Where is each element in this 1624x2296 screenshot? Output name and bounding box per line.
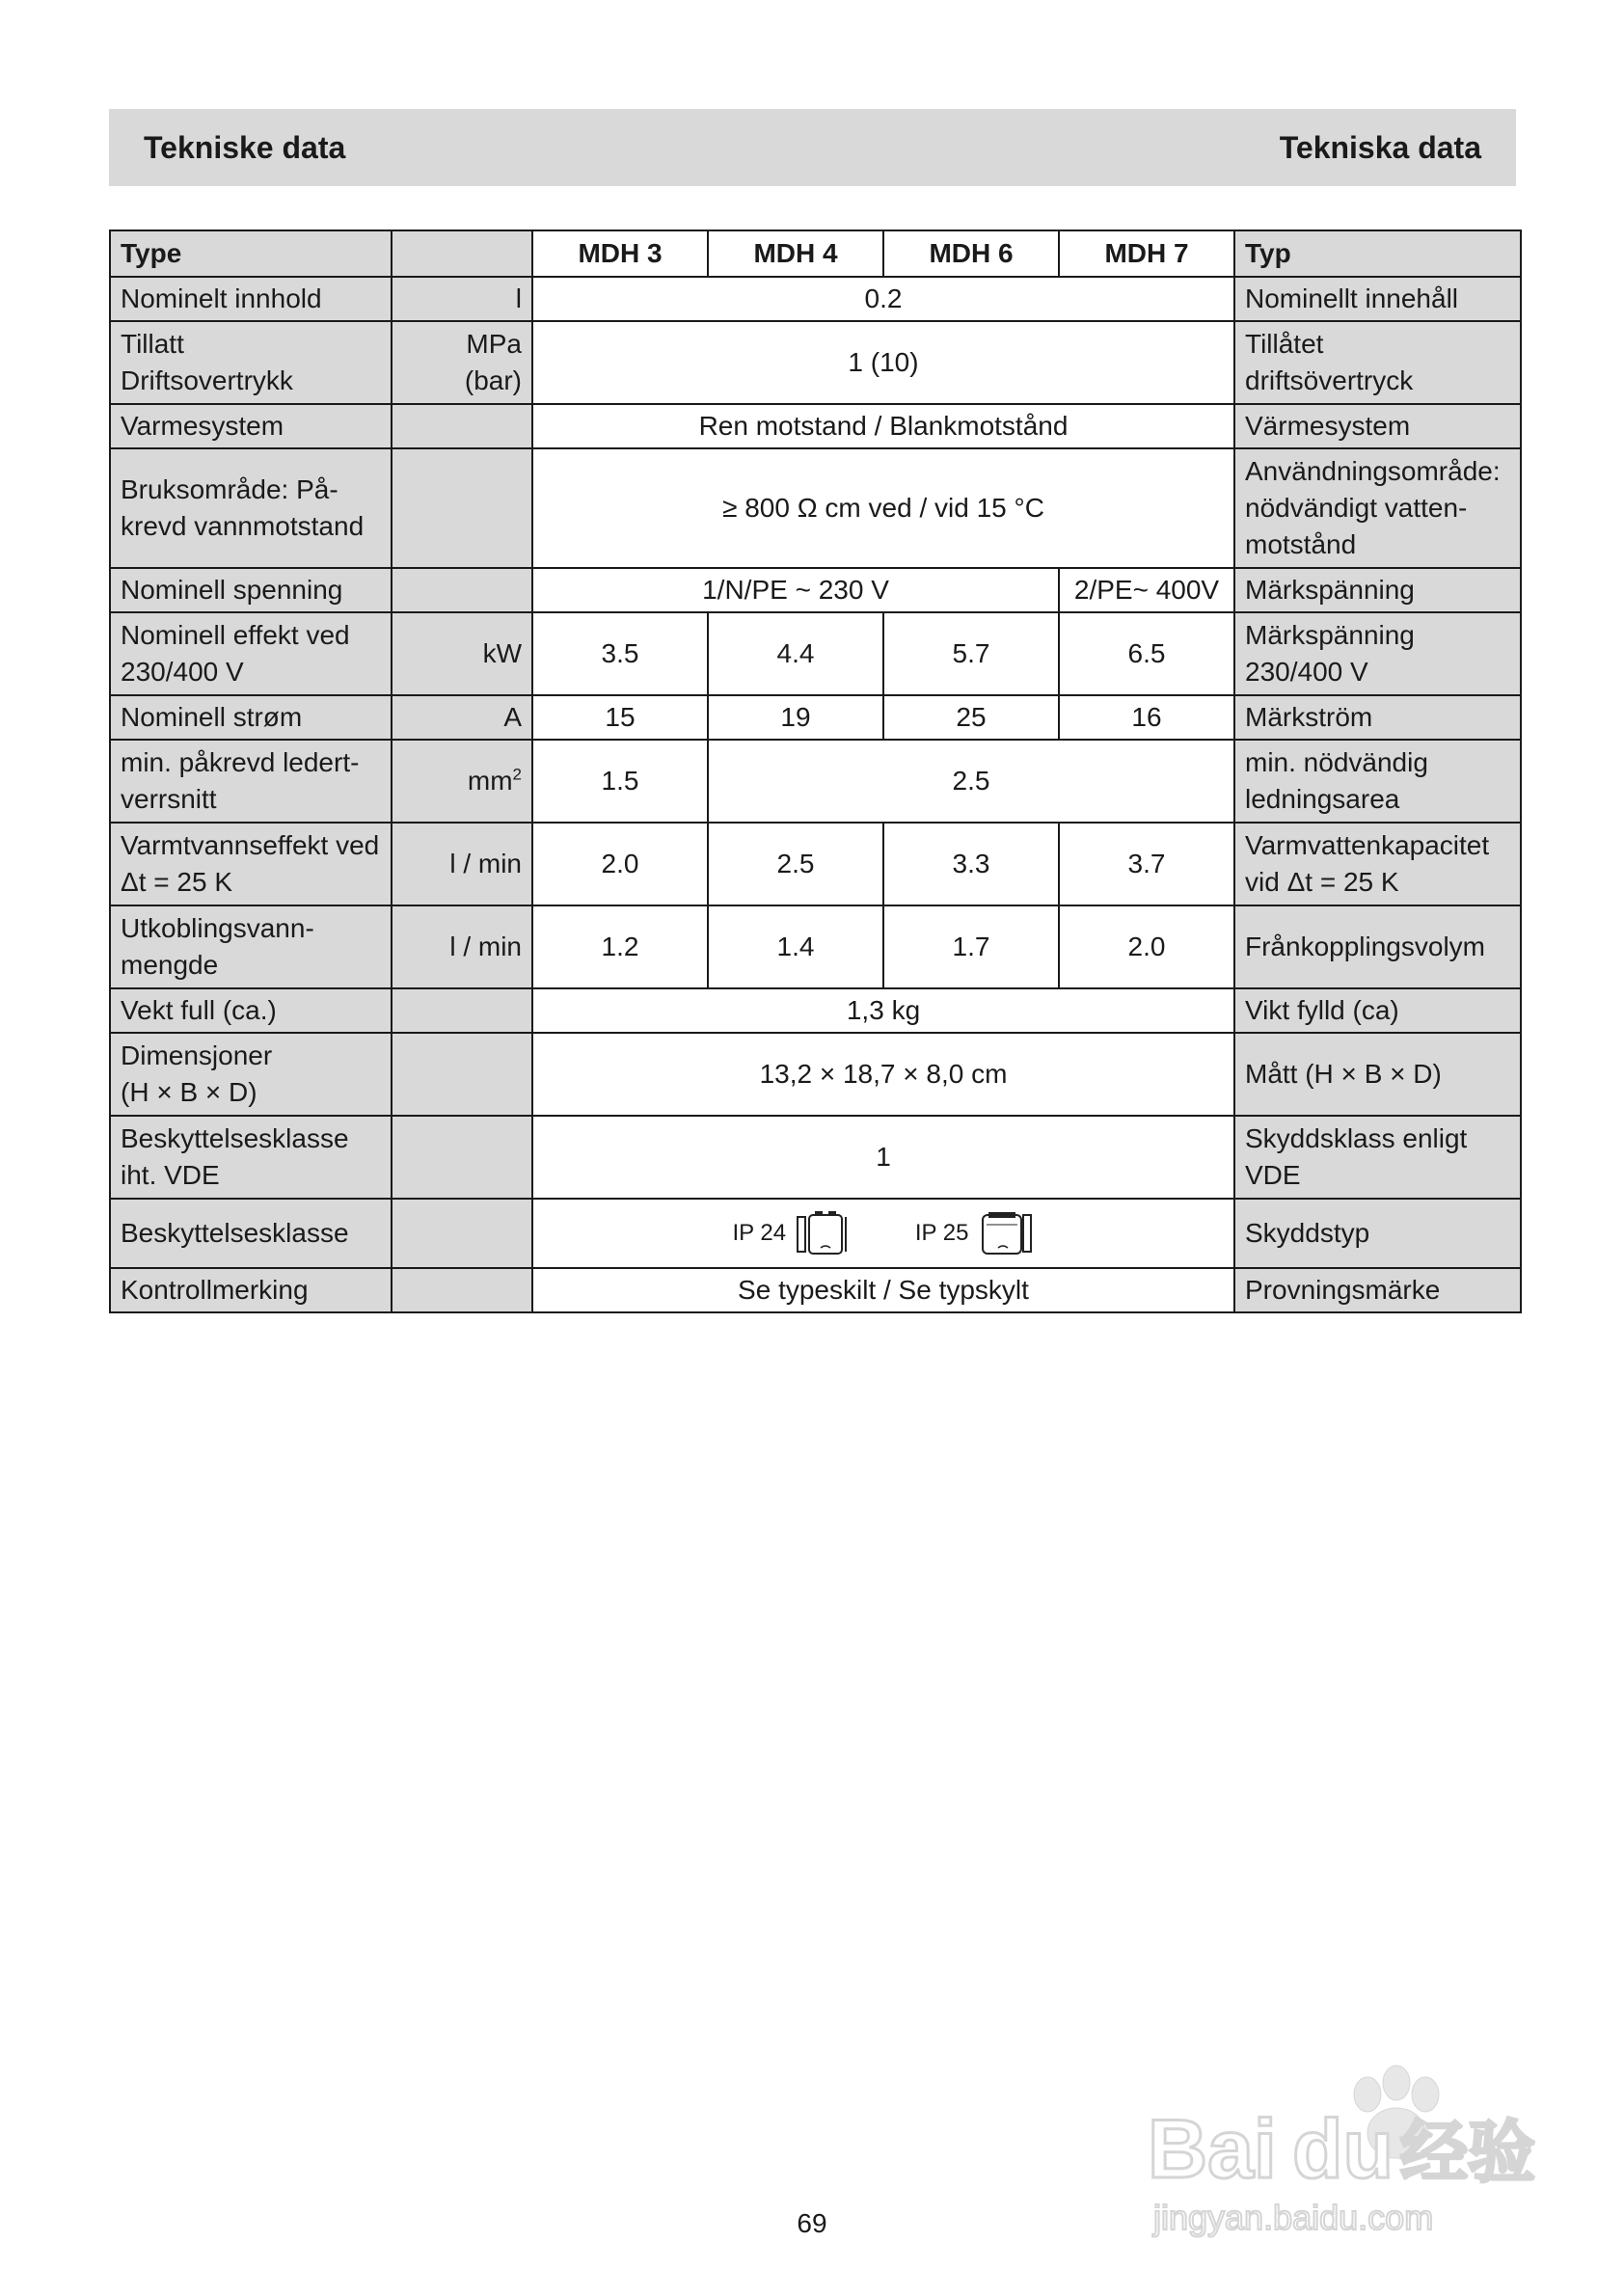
ip24-group bbox=[733, 1209, 853, 1257]
row-label-sv: Tillåtet driftsövertryck bbox=[1234, 321, 1521, 404]
row-label-sv: Skyddstyp bbox=[1234, 1199, 1521, 1268]
row-value: 1.7 bbox=[883, 905, 1059, 988]
row-unit bbox=[392, 448, 532, 568]
row-value: ≥ 800 Ω cm ved / vid 15 °C bbox=[532, 448, 1234, 568]
table-row bbox=[110, 695, 1521, 740]
row-value: 1,3 kg bbox=[532, 988, 1234, 1033]
row-value: Ren motstand / Blankmotstånd bbox=[532, 404, 1234, 448]
watermark-text-bai: Bai bbox=[1148, 2103, 1277, 2196]
header-model-4: MDH 7 bbox=[1059, 230, 1234, 277]
table-row bbox=[110, 1116, 1521, 1199]
row-label-no: Varmtvannseffekt ved Δt = 25 K bbox=[110, 823, 392, 905]
technical-data-table bbox=[109, 230, 1522, 1313]
header-typ: Typ bbox=[1234, 230, 1521, 277]
table-row bbox=[110, 612, 1521, 695]
row-unit bbox=[392, 1033, 532, 1116]
table-row bbox=[110, 1033, 1521, 1116]
row-value-ip bbox=[532, 1199, 1234, 1268]
table-row bbox=[110, 1268, 1521, 1312]
table-row bbox=[110, 1199, 1521, 1268]
row-value: 4.4 bbox=[708, 612, 883, 695]
table-header-row bbox=[110, 230, 1521, 277]
header-title-norwegian: Tekniske data bbox=[144, 129, 346, 165]
row-value: 0.2 bbox=[532, 277, 1234, 321]
row-unit: MPa (bar) bbox=[392, 321, 532, 404]
row-label-no: Beskyttelsesklasse bbox=[110, 1199, 392, 1268]
table-row bbox=[110, 823, 1521, 905]
row-label-no: Nominell strøm bbox=[110, 695, 392, 740]
row-value: 2.5 bbox=[708, 823, 883, 905]
row-label-sv: Provningsmärke bbox=[1234, 1268, 1521, 1312]
row-label-no: Utkoblingsvann- mengde bbox=[110, 905, 392, 988]
row-value: Se typeskilt / Se typskylt bbox=[532, 1268, 1234, 1312]
row-value: 13,2 × 18,7 × 8,0 cm bbox=[532, 1033, 1234, 1116]
row-value: 5.7 bbox=[883, 612, 1059, 695]
row-label-no: Beskyttelsesklasse iht. VDE bbox=[110, 1116, 392, 1199]
header-model-2: MDH 4 bbox=[708, 230, 883, 277]
watermark-url: jingyan.baidu.com bbox=[1153, 2198, 1434, 2237]
row-label-no: Nominell effekt ved 230/400 V bbox=[110, 612, 392, 695]
header-model-1: MDH 3 bbox=[532, 230, 708, 277]
row-label-sv: Mått (H × B × D) bbox=[1234, 1033, 1521, 1116]
page-number: 69 bbox=[797, 2208, 827, 2238]
row-value: 15 bbox=[532, 695, 708, 740]
row-value: 3.7 bbox=[1059, 823, 1234, 905]
ip24-label: IP 24 bbox=[732, 1220, 787, 1246]
row-label-no: Tillatt Driftsovertrykk bbox=[110, 321, 392, 404]
row-unit: l / min bbox=[392, 905, 532, 988]
row-value: 2.5 bbox=[708, 740, 1234, 823]
watermark-text-du: du bbox=[1292, 2103, 1394, 2196]
row-label-no: Vekt full (ca.) bbox=[110, 988, 392, 1033]
row-unit bbox=[392, 1199, 532, 1268]
row-unit: A bbox=[392, 695, 532, 740]
ip25-label: IP 25 bbox=[914, 1220, 969, 1246]
row-value: 19 bbox=[708, 695, 883, 740]
row-unit bbox=[392, 568, 532, 612]
row-label-sv: Vikt fylld (ca) bbox=[1234, 988, 1521, 1033]
header-type: Type bbox=[110, 230, 392, 277]
row-unit bbox=[392, 1116, 532, 1199]
row-value: 16 bbox=[1059, 695, 1234, 740]
row-value: 3.5 bbox=[532, 612, 708, 695]
row-label-sv: Skyddsklass enligt VDE bbox=[1234, 1116, 1521, 1199]
row-value: 25 bbox=[883, 695, 1059, 740]
table-row bbox=[110, 404, 1521, 448]
row-label-sv: Märkström bbox=[1234, 695, 1521, 740]
section-header-bar bbox=[109, 109, 1516, 186]
row-value: 6.5 bbox=[1059, 612, 1234, 695]
table-row bbox=[110, 448, 1521, 568]
row-unit: l / min bbox=[392, 823, 532, 905]
table-row bbox=[110, 740, 1521, 823]
header-unit bbox=[392, 230, 532, 277]
row-value: 1 bbox=[532, 1116, 1234, 1199]
header-title-swedish: Tekniska data bbox=[1279, 129, 1481, 165]
row-label-sv: min. nödvändig ledningsarea bbox=[1234, 740, 1521, 823]
row-label-sv: Märkspänning 230/400 V bbox=[1234, 612, 1521, 695]
row-value-single-phase: 1/N/PE ~ 230 V bbox=[532, 568, 1059, 612]
row-label-no: Nominell spenning bbox=[110, 568, 392, 612]
row-unit: $mm^2$ bbox=[392, 740, 532, 823]
row-label-no: Bruksområde: På- krevd vannmotstand bbox=[110, 448, 392, 568]
ip25-mount-icon bbox=[979, 1209, 1035, 1257]
row-unit bbox=[392, 988, 532, 1033]
table-row bbox=[110, 568, 1521, 612]
row-value-two-phase: 2/PE~ 400V bbox=[1059, 568, 1234, 612]
row-label-sv: Användningsområde: nödvändigt vatten- motstånd bbox=[1234, 448, 1521, 568]
row-label-no: Varmesystem bbox=[110, 404, 392, 448]
table-row bbox=[110, 905, 1521, 988]
baidu-jingyan-watermark bbox=[1148, 2044, 1543, 2247]
row-label-no: Nominelt innhold bbox=[110, 277, 392, 321]
row-label-no: min. påkrevd ledert- verrsnitt bbox=[110, 740, 392, 823]
row-value: 2.0 bbox=[532, 823, 708, 905]
row-unit: kW bbox=[392, 612, 532, 695]
row-label-sv: Märkspänning bbox=[1234, 568, 1521, 612]
row-label-sv: Nominellt innehåll bbox=[1234, 277, 1521, 321]
row-label-no: Kontrollmerking bbox=[110, 1268, 392, 1312]
row-value: 1.5 bbox=[532, 740, 708, 823]
watermark-text-cn: 经验 bbox=[1400, 2115, 1535, 2190]
row-label-sv: Frånkopplingsvolym bbox=[1234, 905, 1521, 988]
row-value: 3.3 bbox=[883, 823, 1059, 905]
table-row bbox=[110, 988, 1521, 1033]
row-value: 1.2 bbox=[532, 905, 708, 988]
row-value: 1 (10) bbox=[532, 321, 1234, 404]
header-model-3: MDH 6 bbox=[883, 230, 1059, 277]
row-label-no: Dimensjoner (H × B × D) bbox=[110, 1033, 392, 1116]
table-row bbox=[110, 321, 1521, 404]
ip25-group bbox=[915, 1209, 1035, 1257]
row-label-sv: Värmesystem bbox=[1234, 404, 1521, 448]
ip24-mount-icon bbox=[796, 1209, 852, 1257]
row-unit: l bbox=[392, 277, 532, 321]
row-value: 1.4 bbox=[708, 905, 883, 988]
table-row bbox=[110, 277, 1521, 321]
row-label-sv: Varmvattenkapacitet vid Δt = 25 K bbox=[1234, 823, 1521, 905]
row-unit bbox=[392, 404, 532, 448]
row-unit bbox=[392, 1268, 532, 1312]
row-value: 2.0 bbox=[1059, 905, 1234, 988]
